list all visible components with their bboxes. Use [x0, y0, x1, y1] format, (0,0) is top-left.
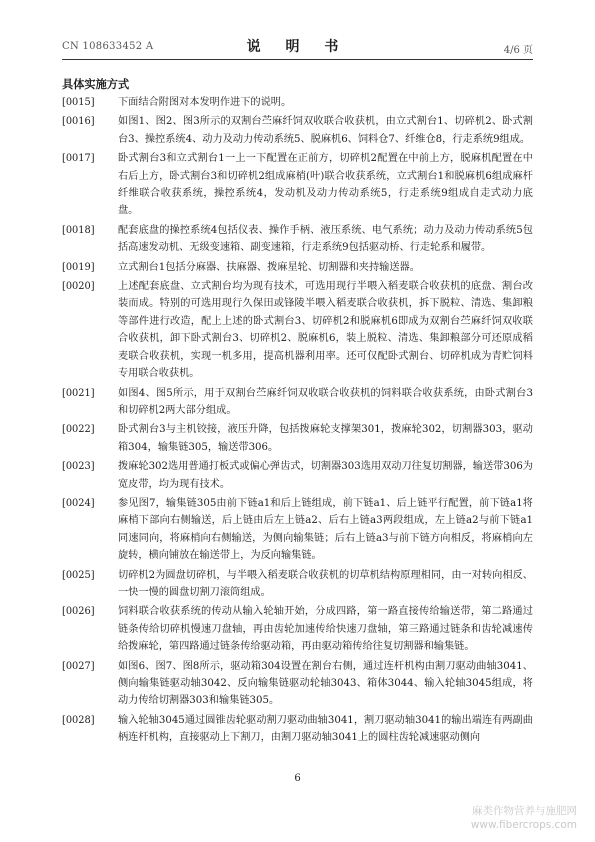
paragraph-text: 如图4、图5所示，用于双割台苎麻纤饲双收联合收获机的饲料联合收获系统，由卧式割台3和切碎机2两大部分组成。: [118, 387, 533, 416]
page-number: 6: [294, 773, 301, 784]
paragraph-number: [0023]: [62, 461, 95, 473]
document-title: 说 明 书: [246, 39, 349, 55]
document-body: [62, 76, 533, 749]
paragraph: [62, 712, 533, 747]
paragraph-text: 配套底盘的操控系统4包括仪表、操作手柄、液压系统、电气系统；动力及动力传动系统5包括高速发动机、无级变速箱、副变速箱，行走系统9包括驱动桥、行走轮系和履带。: [118, 224, 533, 254]
paragraph: [62, 421, 533, 456]
paragraph-list: [62, 94, 533, 747]
paragraph-text: 参见图7，输集链305由前下链a1和后上链组成，前下链a1、后上链平行配置，前下链a1将麻梢下部向右侧输送，后上链由后左上链a2、后右上链a3两段组成，左上链a2与前下链a1同速同向，将麻梢向右侧输送，为侧向输集链；后右上链a3与前下链方向相反，将麻梢向左旋转，横向铺放在输送带上，为反向输集链。: [118, 497, 533, 562]
paragraph-number: [0024]: [62, 497, 95, 509]
paragraph-text: 上述配套底盘、立式割台均为现有技术，可选用现行半喂入稻麦联合收获机的底盘、割台改装而成。特别的可选用现行久保田或锋陵半喂入稻麦联合收获机，拆下脱粒、清选、集卸粮等部件进行改造，配上上述的卧式割台3、切碎机2和脱麻机6即成为双割台苎麻纤饲双收联合收获机，卸下卧式割台3、切碎机2、脱麻机6，装上脱粒、清选、集卸粮部分可还原成稻麦联合收获机，实现一机多用，提高机器利用率。还可仅配卧式割台、切碎机成为青贮饲料专用联合收获机。: [118, 281, 533, 380]
paragraph-number: [0028]: [62, 714, 95, 726]
paragraph: [62, 94, 533, 111]
paragraph: [62, 278, 533, 382]
paragraph-text: 拨麻轮302选用普通打板式或偏心弹齿式，切割器303选用双动刀往复切割器，输送带306为宽皮带，均为现有技术。: [118, 461, 533, 490]
paragraph-text: 饲料联合收获系统的传动从输入轮轴开始，分成四路，第一路直接传给输送带，第二路通过链条传给切碎机慢速刀盘轴，再由齿轮加速传给快速刀盘轴，第三路通过链条和齿轮减速传给拨麻轮，第四路通过链条传给驱动箱，再由驱动箱传给往复切割器和输集链。: [118, 606, 533, 653]
paragraph-text: 如图1、图2、图3所示的双割台苎麻纤饲双收联合收获机，由立式割台1、切碎机2、卧式割台3、操控系统4、动力及动力传动系统5、脱麻机6、饲料仓7、纤维仓8，行走系统9组成。: [118, 116, 533, 145]
paragraph-number: [0025]: [62, 569, 95, 581]
paragraph: [62, 385, 533, 420]
paragraph: [62, 150, 533, 220]
paragraph: [62, 567, 533, 602]
section-heading: 具体实施方式: [62, 77, 130, 91]
paragraph-number: [0026]: [62, 606, 95, 618]
paragraph-number: [0027]: [62, 660, 95, 672]
paragraph-number: [0022]: [62, 424, 95, 436]
paragraph-text: 立式割台1包括分麻器、扶麻器、拨麻星轮、切割器和夹持输送器。: [118, 261, 420, 273]
paragraph-text: 卧式割台3与主机铰接，液压升降，包括拨麻轮支撑架301，拨麻轮302，切割器303，驱动箱304，输集链305，输送带306。: [118, 424, 533, 453]
page-header: [62, 36, 533, 54]
header-rule: [62, 59, 533, 60]
paragraph-number: [0018]: [62, 224, 95, 236]
paragraph-text: 输入轮轴3045通过圆锥齿轮驱动割刀驱动曲轴3041，割刀驱动轴3041的输出端连有两副曲柄连杆机构，直接驱动上下割刀，由割刀驱动轴3041上的圆柱齿轮减速驱动侧向: [118, 714, 533, 744]
page-indicator: 4/6 页: [503, 45, 533, 56]
paragraph-number: [0021]: [62, 387, 95, 399]
paragraph-text: 卧式割台3和立式割台1一上一下配置在正前方，切碎机2配置在中前上方，脱麻机配置在中右后上方，卧式割台3和切碎机2组成麻梢(叶)联合收获系统，立式割台1和脱麻机6组成麻杆纤维联合收获系统，操控系统4，发动机及动力传动系统5，行走系统9组成自走式动力底盘。: [118, 153, 533, 217]
paragraph-text: 如图6、图7、图8所示，驱动箱304设置在割台右侧，通过连杆机构由割刀驱动曲轴3041、侧向输集链驱动轴3042、反向输集链驱动轮轴3043、箱体3044、输入轮轴3045组成，将动力传给切割器303和输集链305。: [118, 660, 533, 707]
paragraph: [62, 222, 533, 257]
watermark: [471, 804, 577, 832]
publication-number: CN 108633452 A: [62, 41, 154, 52]
paragraph: [62, 495, 533, 565]
watermark-url: www.fibercrops.com: [470, 819, 577, 831]
paragraph-text: 下面结合附图对本发明作进下的说明。: [118, 97, 292, 108]
paragraph: [62, 259, 533, 276]
paragraph-text: 切碎机2为圆盘切碎机，与半喂入稻麦联合收获机的切草机结构原理相同，由一对转向相反、一快一慢的圆盘切割刀滚筒组成。: [118, 569, 533, 598]
paragraph-number: [0019]: [62, 261, 95, 273]
watermark-site-name: 麻类作物营养与施肥网: [472, 805, 577, 817]
paragraph-number: [0017]: [62, 153, 95, 165]
paragraph-number: [0016]: [62, 116, 95, 128]
paragraph: [62, 603, 533, 655]
paragraph-number: [0015]: [62, 97, 95, 108]
paragraph: [62, 658, 533, 710]
paragraph-number: [0020]: [62, 281, 95, 293]
paragraph: [62, 113, 533, 148]
paragraph: [62, 458, 533, 493]
